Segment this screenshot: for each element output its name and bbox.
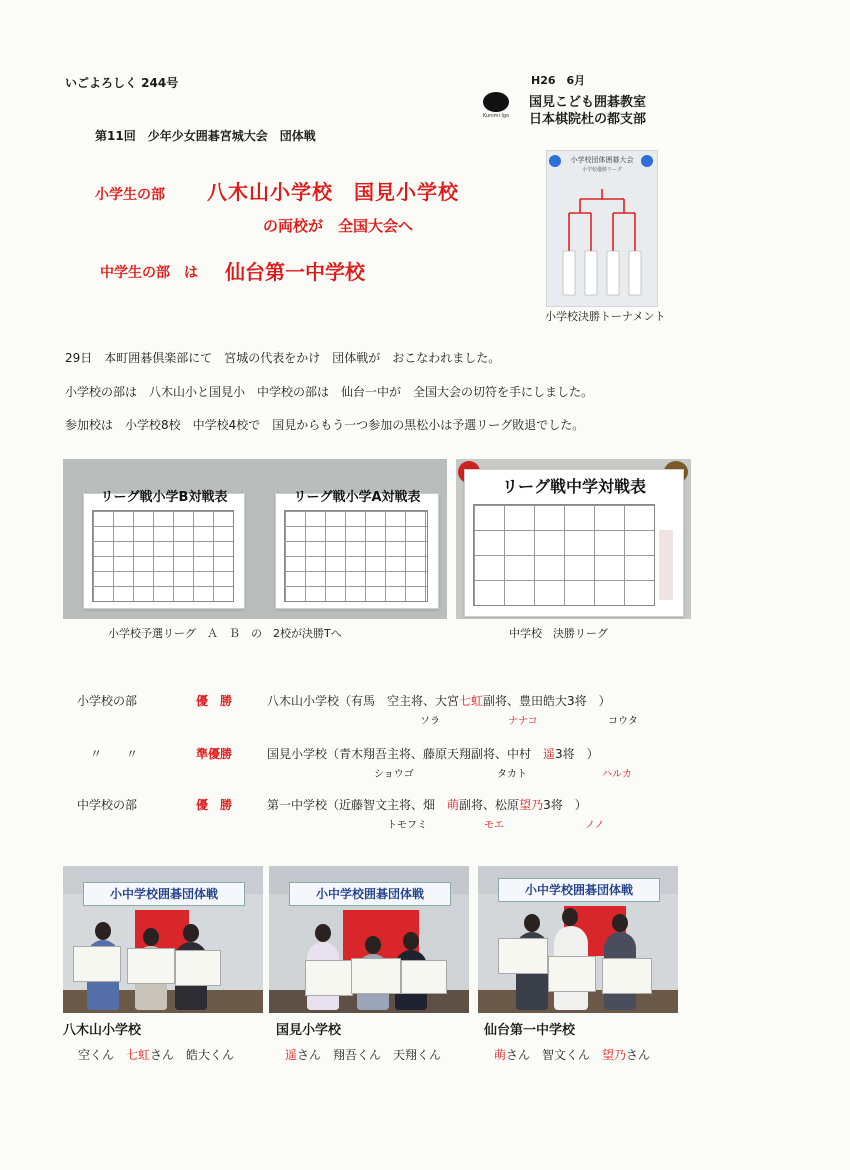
team-photo-sendai-daiichi xyxy=(478,866,678,1013)
team-name-part: さん xyxy=(626,1048,651,1062)
result-reading: ノノ xyxy=(585,820,605,831)
team-name-part: 望乃 xyxy=(602,1048,627,1062)
result-player-highlight: 七虹 xyxy=(459,694,484,708)
tournament-caption: 小学校決勝トーナメント xyxy=(545,310,666,323)
person-head xyxy=(612,914,628,932)
tournament-board-title: 小学校団体囲碁大会 xyxy=(570,156,634,164)
team-photo-kunimi xyxy=(269,866,469,1013)
result-player-highlight: 望乃 xyxy=(519,798,544,812)
body-paragraph: 29日 本町囲碁倶楽部にて 宮城の代表をかけ 団体戦が おこなわれました。 xyxy=(65,351,501,365)
result-reading: タカト xyxy=(497,769,527,780)
logo-caption: Kunimi Igo xyxy=(482,113,510,119)
headline-middle-label: 中学生の部 は xyxy=(100,265,198,281)
result-players: 副将、松原 xyxy=(459,798,520,812)
result-school-players xyxy=(267,692,611,709)
bracket-lines xyxy=(547,151,657,306)
person-head xyxy=(524,914,540,932)
result-players: 3将 ） xyxy=(543,798,587,812)
certificate xyxy=(602,958,652,994)
team-names xyxy=(494,1046,650,1063)
team-name-part: さん 智文くん xyxy=(506,1048,603,1062)
result-players: 副将、豊田皓大3将 ） xyxy=(483,694,611,708)
team-school-label: 国見小学校 xyxy=(276,1023,342,1038)
issue-number: いごよろしく 244号 xyxy=(65,76,179,90)
certificate xyxy=(548,956,596,992)
person-head xyxy=(403,932,419,950)
result-school: 八木山小学校 xyxy=(267,694,340,708)
certificate xyxy=(175,950,221,986)
result-division: 中学校の部 xyxy=(77,798,138,812)
person-head xyxy=(143,928,159,946)
league-board-b xyxy=(83,490,245,609)
person-head xyxy=(365,936,381,954)
certificate xyxy=(498,938,548,974)
result-players: （近藤智文主将、畑 xyxy=(327,798,448,812)
result-reading: モエ xyxy=(484,820,504,831)
org-name-1: 国見こども囲碁教室 xyxy=(529,95,647,110)
result-player-highlight: 萌 xyxy=(447,798,460,812)
person-head xyxy=(183,924,199,942)
photo-banner: 小中学校囲碁団体戦 xyxy=(289,882,451,906)
certificate xyxy=(73,946,121,982)
league-caption-elementary: 小学校予選リーグ Ａ Ｂ の 2校が決勝Tへ xyxy=(108,627,342,640)
result-reading: ショウゴ xyxy=(374,769,414,780)
team-school-label: 仙台第一中学校 xyxy=(484,1023,576,1038)
league-board-middle xyxy=(464,469,684,617)
result-reading: コウタ xyxy=(608,716,638,727)
team-photo-yagiyama xyxy=(63,866,263,1013)
result-reading: ナナコ xyxy=(508,716,538,727)
result-reading: トモフミ xyxy=(387,820,427,831)
league-grid xyxy=(92,510,234,602)
result-reading: ソラ xyxy=(420,716,440,727)
team-name-part: さん 皓大くん xyxy=(150,1048,235,1062)
headline-elem-schools: 八木山小学校 国見小学校 xyxy=(207,180,459,204)
result-rank: 優 勝 xyxy=(196,694,233,708)
league-board-title: リーグ戦小学A対戦表 xyxy=(293,490,421,505)
team-name-part: 七虹 xyxy=(126,1048,151,1062)
body-paragraph: 参加校は 小学校8校 中学校4校で 国見からもう一つ参加の黒松小は予選リーグ敗退でした。 xyxy=(65,418,585,432)
team-school-label: 八木山小学校 xyxy=(63,1023,142,1038)
result-rank: 優 勝 xyxy=(196,798,233,812)
result-players: （青木翔吾主将、藤原天翔副将、中村 xyxy=(327,747,544,761)
headline-middle-school: 仙台第一中学校 xyxy=(225,260,365,284)
result-reading: ハルカ xyxy=(602,769,632,780)
result-rank: 準優勝 xyxy=(196,747,233,761)
headline-elem-note: の両校が 全国大会へ xyxy=(263,217,414,235)
result-player-highlight: 遥 xyxy=(543,747,556,761)
middle-league-photo xyxy=(456,459,691,619)
tournament-photo xyxy=(546,150,658,307)
result-school-players xyxy=(267,796,587,813)
team-names xyxy=(285,1046,441,1063)
team-name-part: さん 翔吾くん 天翔くん xyxy=(297,1048,442,1062)
result-players: （有馬 空主将、大宮 xyxy=(339,694,460,708)
result-players: 3将 ） xyxy=(555,747,599,761)
person-head xyxy=(562,908,578,926)
league-grid xyxy=(473,504,655,606)
league-board-a xyxy=(275,490,439,609)
result-school: 国見小学校 xyxy=(267,747,328,761)
certificate xyxy=(305,960,353,996)
person-head xyxy=(315,924,331,942)
team-names xyxy=(78,1046,234,1063)
team-name-part: 空くん xyxy=(78,1048,127,1062)
elementary-league-photo xyxy=(63,459,447,619)
seal-stamp-icon xyxy=(659,530,673,600)
event-title: 第11回 少年少女囲碁宮城大会 団体戦 xyxy=(95,129,316,143)
body-paragraph: 小学校の部は 八木山小と国見小 中学校の部は 仙台一中が 全国大会の切符を手にしました。 xyxy=(65,385,594,399)
headline-elem-label: 小学生の部 xyxy=(95,187,165,203)
result-school: 第一中学校 xyxy=(267,798,328,812)
league-grid xyxy=(284,510,428,602)
certificate xyxy=(127,948,175,984)
org-name-2: 日本棋院杜の都支部 xyxy=(529,112,647,127)
photo-banner: 小中学校囲碁団体戦 xyxy=(83,882,245,906)
issue-date: H26 6月 xyxy=(531,74,586,87)
tournament-board-subtitle: 小学校優勝リーグ xyxy=(581,167,622,173)
photo-banner: 小中学校囲碁団体戦 xyxy=(498,878,660,902)
league-board-title: リーグ戦小学B対戦表 xyxy=(100,490,228,505)
team-name-part: 遥 xyxy=(285,1048,298,1062)
league-board-title: リーグ戦中学対戦表 xyxy=(501,477,646,496)
person-head xyxy=(95,922,111,940)
result-division: 〃 〃 xyxy=(90,747,139,761)
team-name-part: 萌 xyxy=(494,1048,507,1062)
certificate xyxy=(351,958,401,994)
go-stone-logo-icon xyxy=(483,92,509,112)
league-caption-middle: 中学校 決勝リーグ xyxy=(509,627,608,640)
result-division: 小学校の部 xyxy=(77,694,138,708)
certificate xyxy=(401,960,447,994)
result-school-players xyxy=(267,745,599,762)
